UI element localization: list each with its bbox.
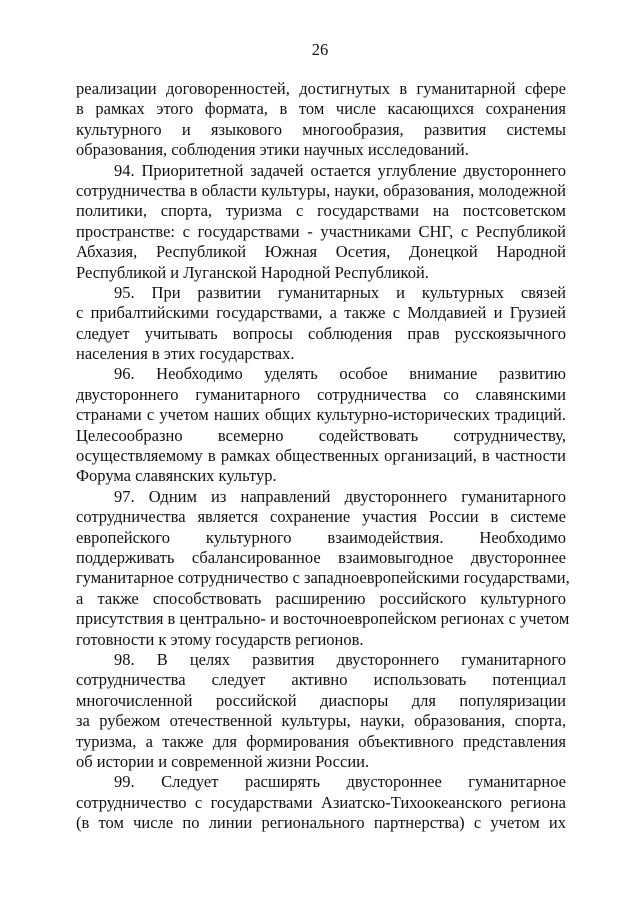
text-line: а также способствовать расширению российского культурного [76, 588, 566, 608]
text-line: об истории и современной жизни России. [76, 751, 370, 771]
text-line: присутствия в центрально- и восточноевропейском регионах с учетом [76, 609, 570, 629]
text-line: Форума славянских культур. [76, 466, 277, 486]
text-line: 94. Приоритетной задачей остается углубление двустороннего [114, 160, 566, 180]
text-line: 95. При развитии гуманитарных и культурных связей [114, 282, 566, 302]
text-line: политики, спорта, туризма с государствами на постсоветском [76, 201, 566, 221]
text-line: сотрудничество с государствами Азиатско-Тихоокеанского региона [76, 792, 566, 812]
text-line: осуществляемому в рамках общественных организаций, в частности [76, 446, 566, 466]
text-line: за рубежом отечественной культуры, науки, образования, спорта, [76, 711, 566, 731]
text-line: культурного и языкового многообразия, развития системы [76, 119, 566, 139]
text-line: 99. Следует расширять двустороннее гуманитарное [114, 772, 566, 792]
text-line: многочисленной российской диаспоры для популяризации [76, 690, 566, 710]
text-line: странами с учетом наших общих культурно-исторических традиций. [76, 405, 566, 425]
text-line: с прибалтийскими государствами, а также с Молдавией и Грузией [76, 303, 566, 323]
text-line: 96. Необходимо уделять особое внимание развитию [114, 364, 566, 384]
text-line: 98. В целях развития двустороннего гуманитарного [114, 649, 566, 669]
text-line: населения в этих государствах. [76, 344, 295, 364]
text-line: туризма, а также для формирования объективного представления [76, 731, 566, 751]
text-line: сотрудничества в области культуры, науки, образования, молодежной [76, 180, 566, 200]
text-line: (в том числе по линии регионального партнерства) с учетом их [76, 813, 566, 833]
text-line: гуманитарное сотрудничество с западноевропейскими государствами, [76, 568, 570, 588]
text-line: в рамках этого формата, в том числе касающихся сохранения [76, 99, 566, 119]
document-body [76, 79, 570, 833]
text-line: образования, соблюдения этики научных исследований. [76, 140, 469, 160]
text-line: сотрудничества является сохранение участия России в системе [76, 507, 566, 527]
text-line: двустороннего гуманитарного сотрудничества со славянскими [76, 384, 566, 404]
text-line: Целесообразно всемерно содействовать сотрудничеству, [76, 425, 566, 445]
text-line: поддерживать сбалансированное взаимовыгодное двустороннее [76, 547, 566, 567]
text-line: готовности к этому государств регионов. [76, 629, 364, 649]
text-line: европейского культурного взаимодействия. Необходимо [76, 527, 566, 547]
text-line: Абхазия, Республикой Южная Осетия, Донецкой Народной [76, 242, 566, 262]
text-line: Республикой и Луганской Народной Республикой. [76, 262, 429, 282]
text-line: 97. Одним из направлений двустороннего гуманитарного [114, 486, 566, 506]
text-line: следует учитывать вопросы соблюдения прав русскоязычного [76, 323, 566, 343]
text-line: реализации договоренностей, достигнутых в гуманитарной сфере [76, 79, 566, 98]
page-number: 26 [311, 40, 329, 59]
text-line: пространстве: с государствами - участниками СНГ, с Республикой [76, 221, 566, 241]
text-line: сотрудничества следует активно использовать потенциал [76, 670, 566, 690]
